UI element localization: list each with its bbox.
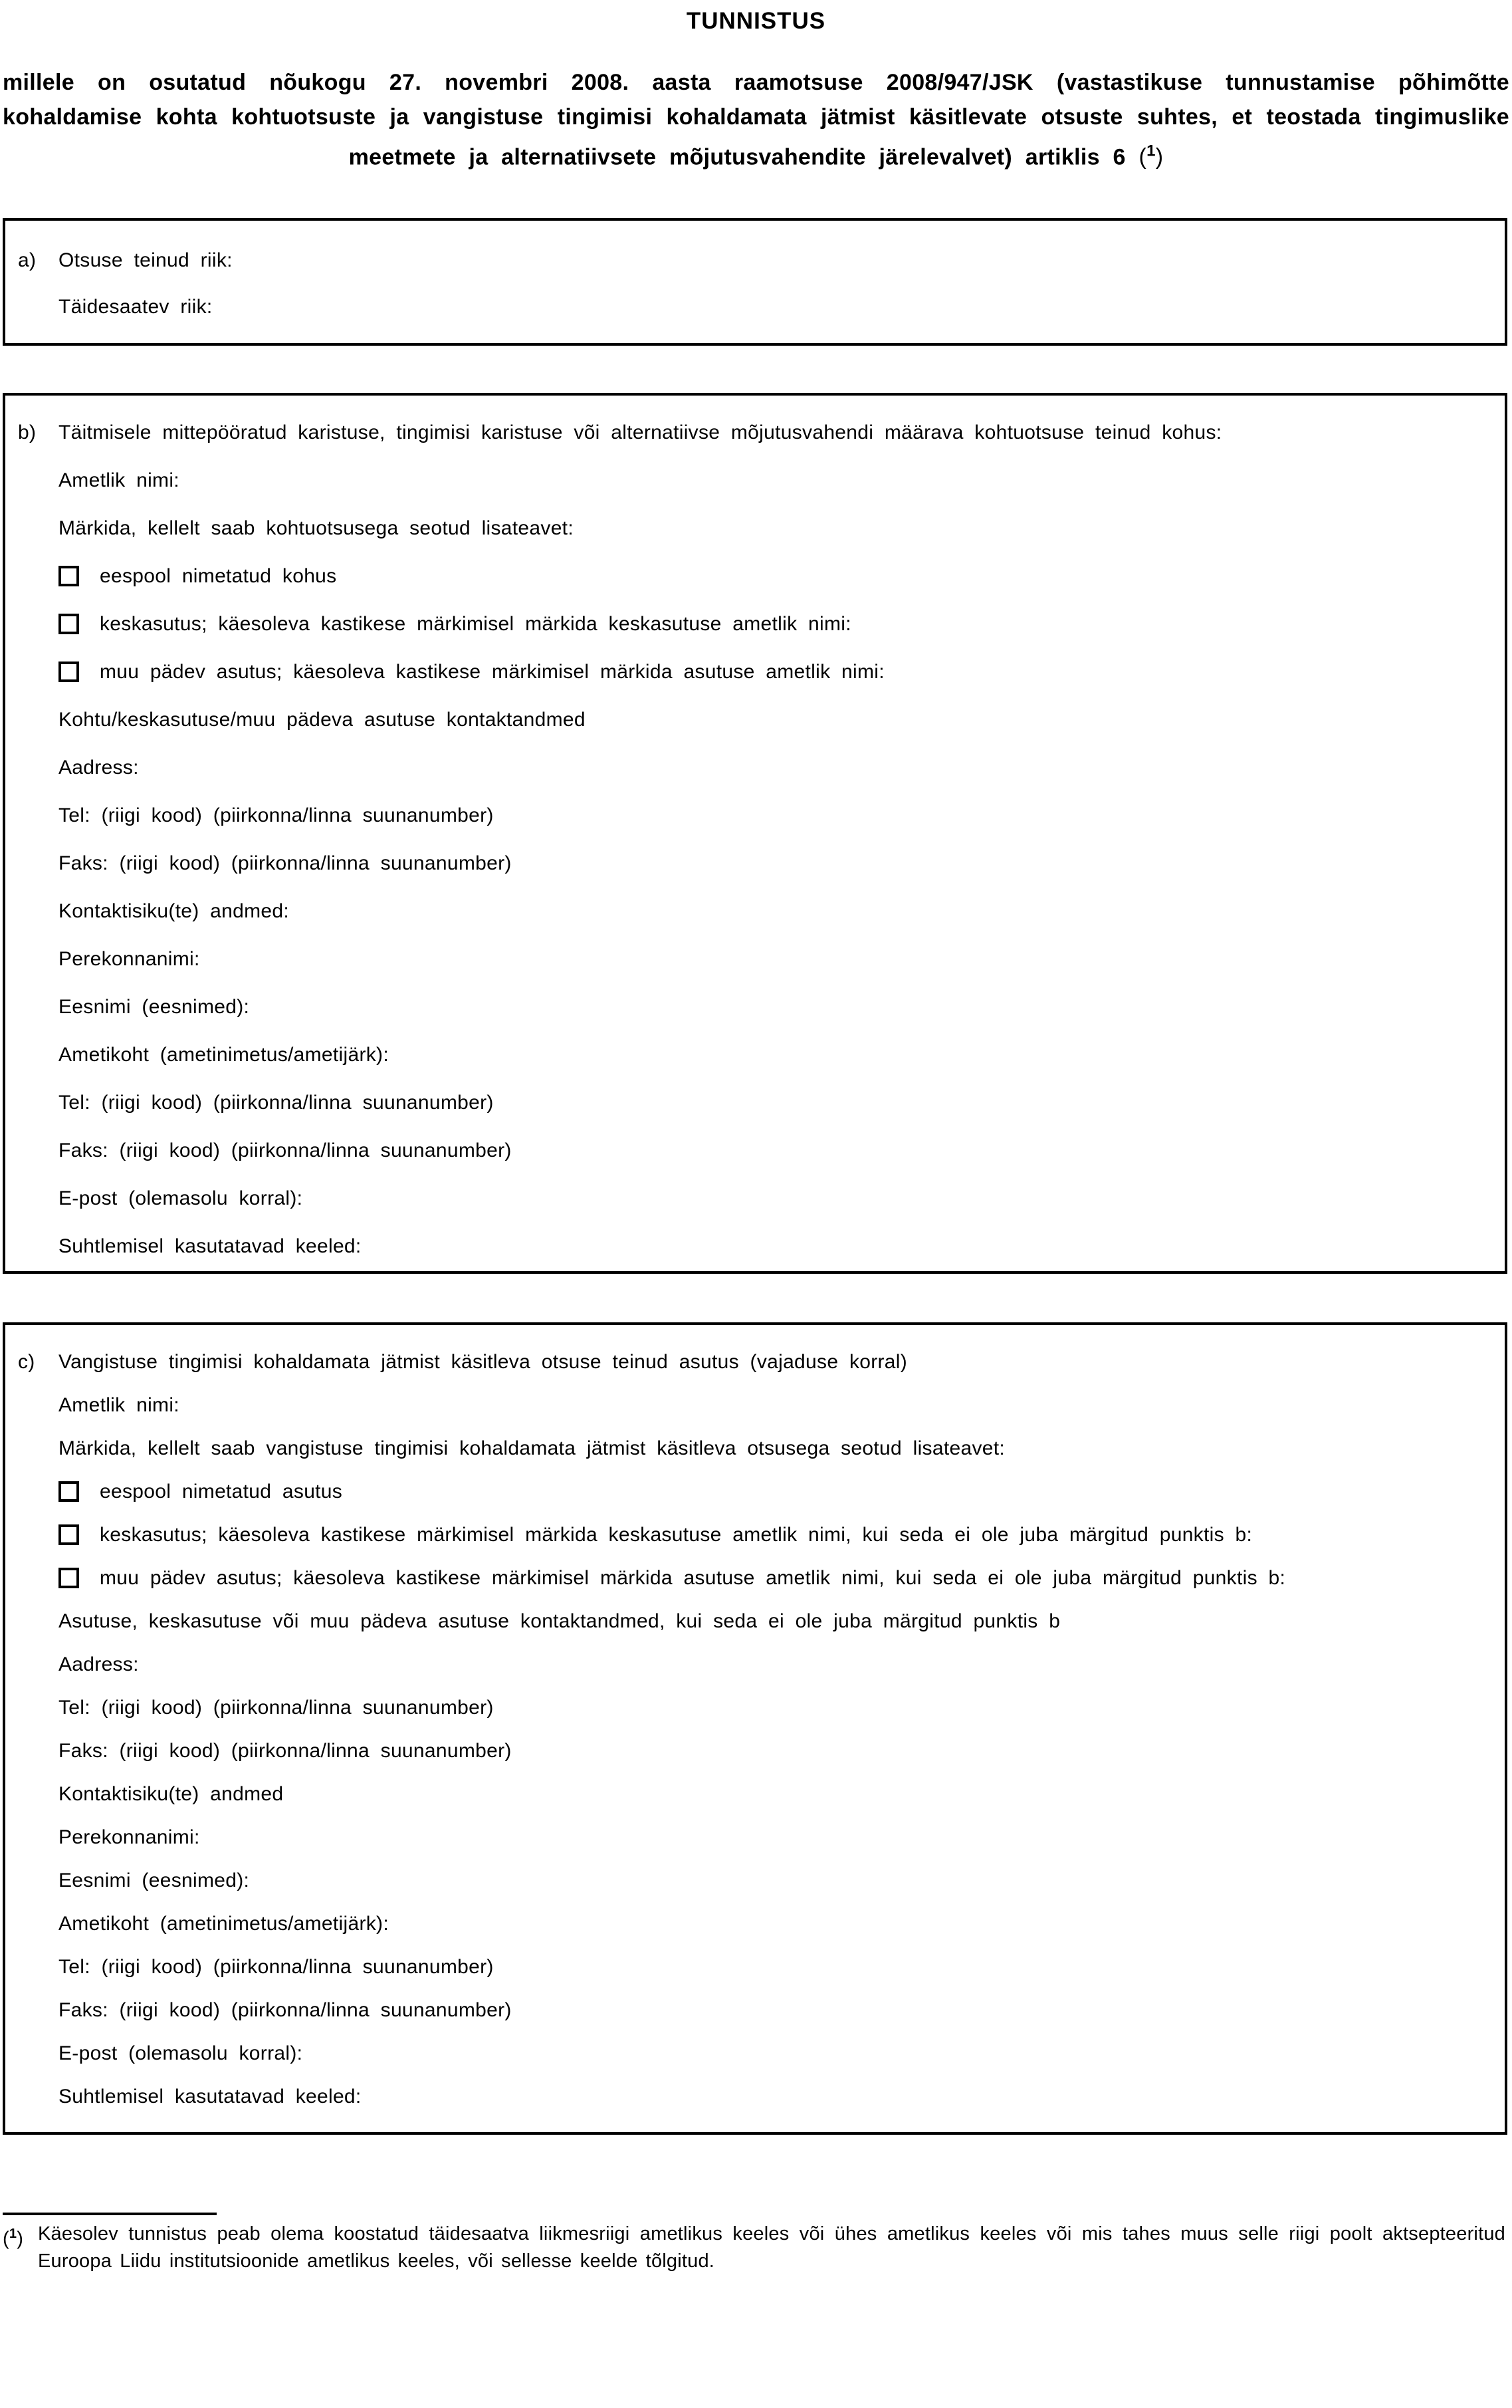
checkbox-row <box>58 607 1481 642</box>
field-label-contact-person: Kontaktisiku(te) andmed <box>58 1783 284 1806</box>
field-label-tel: Tel: (riigi kood) (piirkonna/linna suunanumber) <box>58 804 494 827</box>
field-label-post-held: Ametikoht (ametinimetus/ametijärk): <box>58 1044 389 1066</box>
field-label-surname: Perekonnanimi: <box>58 1826 200 1849</box>
field-label-tel: Tel: (riigi kood) (piirkonna/linna suunanumber) <box>58 1697 494 1719</box>
section-c-intro: Vangistuse tingimisi kohaldamata jätmist käsitleva otsuse teinud asutus (vajaduse korral) <box>58 1351 908 1374</box>
checkbox-row <box>58 1518 1481 1552</box>
checkbox-label-court: eespool nimetatud kohus <box>100 565 337 588</box>
checkbox-other-authority-icon[interactable] <box>58 1568 79 1588</box>
footnote-reference: ($^1$) <box>1138 142 1164 170</box>
field-label-address: Aadress: <box>58 757 139 779</box>
checkbox-label-other-authority: muu pädev asutus; käesoleva kastikese märkimisel märkida asutuse ametlik nimi, kui seda ei ole juba märgitud punktis b: <box>100 1567 1286 1590</box>
checkbox-row <box>58 655 1481 689</box>
section-b-intro: Täitmisele mittepööratud karistuse, tingimisi karistuse või alternatiivse mõjutusvahendi määrava kohtuotsuse teinud kohus: <box>58 421 1222 444</box>
field-label-email: E-post (olemasolu korral): <box>58 2042 303 2065</box>
field-label-fax: Faks: (riigi kood) (piirkonna/linna suunanumber) <box>58 1999 512 2022</box>
section-b-label: b) <box>18 421 37 444</box>
field-label-fax: Faks: (riigi kood) (piirkonna/linna suunanumber) <box>58 852 512 875</box>
field-label-contact-person: Kontaktisiku(te) andmed: <box>58 900 290 923</box>
intro-text: millele on osutatud nõukogu 27. novembri 2008. aasta raamotsuse 2008/947/JSK (vastastikuse tunnustamise põhimõtte kohaldamise kohta kohtuotsuste ja vangistuse tingimisi kohaldamata jätmist käsitlevate otsuste suhtes, et teostada tingimuslike meetmete ja alternatiivsete mõjutusvahendite järelevalvet) artiklis 6 <box>3 70 1509 170</box>
checkbox-row <box>58 1475 1481 1509</box>
field-label-official-name: Ametlik nimi: <box>58 469 179 492</box>
checkbox-label-central-authority: keskasutus; käesoleva kastikese märkimisel märkida keskasutuse ametlik nimi: <box>100 613 851 636</box>
field-label-email: E-post (olemasolu korral): <box>58 1187 303 1210</box>
section-c-label: c) <box>18 1351 35 1374</box>
field-label-post-held: Ametikoht (ametinimetus/ametijärk): <box>58 1913 389 1935</box>
field-label-surname: Perekonnanimi: <box>58 948 200 971</box>
field-label-official-name: Ametlik nimi: <box>58 1394 179 1417</box>
field-label-executing-state: Täidesaatev riik: <box>58 296 213 318</box>
field-label-issuing-state: Otsuse teinud riik: <box>58 249 233 272</box>
field-label-contact-details: Asutuse, keskasutuse või muu pädeva asutuse kontaktandmed, kui seda ei ole juba märgitud punktis b <box>58 1610 1061 1633</box>
footnote-text: Käesolev tunnistus peab olema koostatud täidesaatva liikmesriigi ametlikus keeles või ühes ametlikus keeles või mis tahes muus selle riigi poolt aktsepteeritud Euroopa Liidu institutsioonide ametlikus keeles, või sellesse keelde tõlgitud. <box>38 2223 1505 2272</box>
field-label-tel: Tel: (riigi kood) (piirkonna/linna suunanumber) <box>58 1092 494 1114</box>
section-c-box <box>3 1322 1507 2135</box>
section-a-box <box>3 218 1507 346</box>
footnote-separator <box>3 2213 217 2215</box>
intro-paragraph <box>3 65 1509 174</box>
checkbox-central-authority-icon[interactable] <box>58 1524 79 1545</box>
field-label-address: Aadress: <box>58 1653 139 1676</box>
section-a-label: a) <box>18 249 37 272</box>
field-label-fax: Faks: (riigi kood) (piirkonna/linna suunanumber) <box>58 1140 512 1162</box>
section-b-box <box>3 393 1507 1274</box>
field-label-languages: Suhtlemisel kasutatavad keeled: <box>58 2086 362 2108</box>
field-label-languages: Suhtlemisel kasutatavad keeled: <box>58 1235 362 1258</box>
footnote <box>3 2221 1505 2275</box>
field-label-mark-info-source: Märkida, kellelt saab kohtuotsusega seotud lisateavet: <box>58 517 574 540</box>
field-label-forename: Eesnimi (eesnimed): <box>58 1869 250 1892</box>
checkbox-label-central-authority: keskasutus; käesoleva kastikese märkimisel märkida keskasutuse ametlik nimi, kui seda ei ole juba märgitud punktis b: <box>100 1524 1253 1546</box>
footnote-marker: ($^1$) <box>3 2227 24 2250</box>
checkbox-row <box>58 559 1481 594</box>
checkbox-other-authority-icon[interactable] <box>58 662 79 682</box>
field-label-tel: Tel: (riigi kood) (piirkonna/linna suunanumber) <box>58 1956 494 1979</box>
checkbox-row <box>58 1561 1481 1596</box>
checkbox-label-other-authority: muu pädev asutus; käesoleva kastikese märkimisel märkida asutuse ametlik nimi: <box>100 661 885 683</box>
checkbox-authority-icon[interactable] <box>58 1481 79 1502</box>
field-label-contact-details: Kohtu/keskasutuse/muu pädeva asutuse kontaktandmed <box>58 709 586 731</box>
page-title: TUNNISTUS <box>686 8 826 34</box>
field-label-forename: Eesnimi (eesnimed): <box>58 996 250 1019</box>
field-label-fax: Faks: (riigi kood) (piirkonna/linna suunanumber) <box>58 1740 512 1762</box>
checkbox-court-icon[interactable] <box>58 566 79 586</box>
checkbox-label-authority: eespool nimetatud asutus <box>100 1481 343 1503</box>
field-label-mark-info-source: Märkida, kellelt saab vangistuse tingimisi kohaldamata jätmist käsitleva otsusega seotud lisateavet: <box>58 1437 1005 1460</box>
checkbox-central-authority-icon[interactable] <box>58 614 79 634</box>
